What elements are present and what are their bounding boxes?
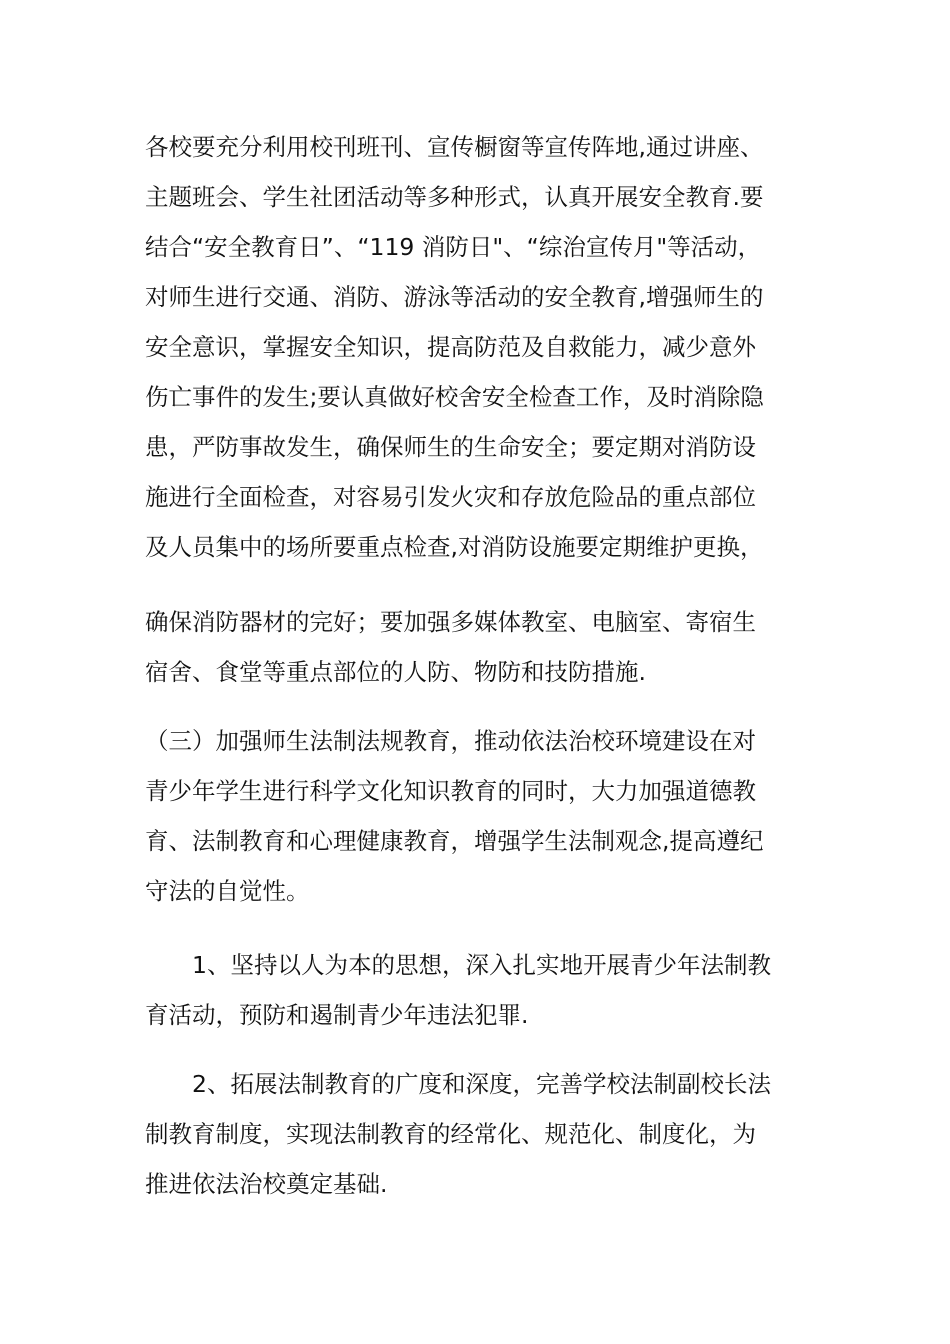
text-line: 推进依法治校奠定基础. [145,1170,388,1198]
text-line: 安全意识，掌握安全知识，提高防范及自救能力，减少意外 [145,333,756,361]
text-line: 主题班会、学生社团活动等多种形式，认真开展安全教育.要 [145,183,764,211]
paragraph-fire-equipment [145,597,835,697]
text-line: 对师生进行交通、消防、游泳等活动的安全教育,增强师生的 [145,283,764,311]
text-line: 制教育制度，实现法制教育的经常化、规范化、制度化，为 [145,1120,756,1148]
text-line: 2、拓展法制教育的广度和深度，完善学校法制副校长法 [192,1070,771,1098]
text-line: 施进行全面检查，对容易引发火灾和存放危险品的重点部位 [145,483,756,511]
text-line: 宿舍、食堂等重点部位的人防、物防和技防措施. [145,658,646,686]
text-line: 育活动，预防和遏制青少年违法犯罪. [145,1001,529,1029]
text-line: 结合“安全教育日”、“119 消防日"、“综治宣传月"等活动， [145,233,762,261]
text-line: 青少年学生进行科学文化知识教育的同时，大力加强道德教 [145,777,756,805]
paragraph-safety-education [145,122,835,572]
paragraph-item-1 [145,940,835,1040]
text-line: 患，严防事故发生，确保师生的生命安全；要定期对消防设 [145,433,756,461]
text-line: 及人员集中的场所要重点检查,对消防设施要定期维护更换， [145,533,764,561]
text-line: 1、坚持以人为本的思想，深入扎实地开展青少年法制教 [192,951,771,979]
text-line: 各校要充分利用校刊班刊、宣传橱窗等宣传阵地,通过讲座、 [145,133,764,161]
paragraph-legal-education [145,716,835,916]
text-line: 确保消防器材的完好；要加强多媒体教室、电脑室、寄宿生 [145,608,756,636]
paragraph-item-2 [145,1059,835,1209]
text-line: （三）加强师生法制法规教育，推动依法治校环境建设在对 [145,727,756,755]
text-line: 伤亡事件的发生;要认真做好校舍安全检查工作，及时消除隐 [145,383,764,411]
text-line: 守法的自觉性。 [145,877,310,905]
text-line: 育、法制教育和心理健康教育，增强学生法制观念,提高遵纪 [145,827,764,855]
